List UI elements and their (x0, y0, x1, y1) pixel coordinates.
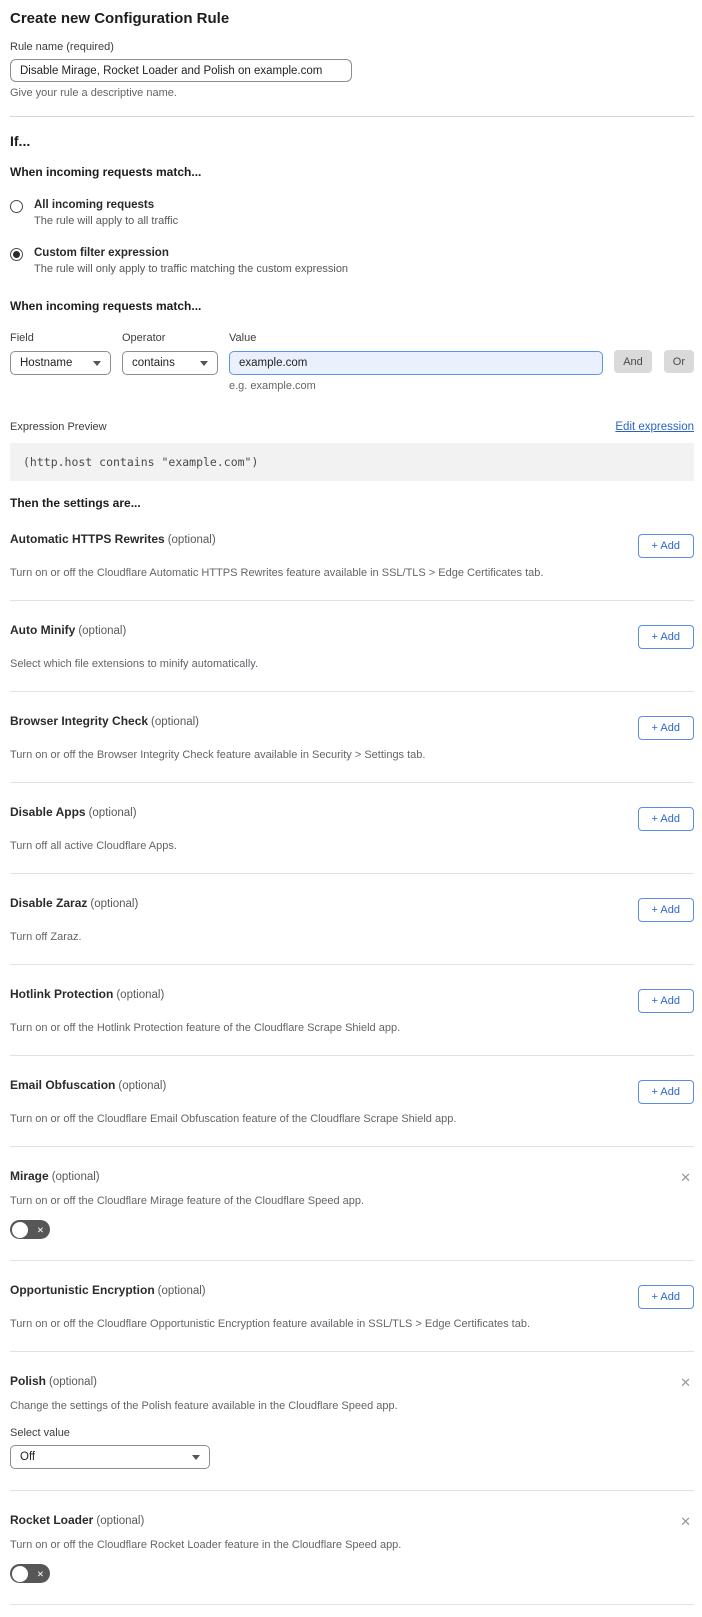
expression-preview-label: Expression Preview (10, 421, 107, 433)
chevron-down-icon (93, 361, 101, 366)
radio-option-custom-filter-expression[interactable] (10, 247, 694, 275)
setting-description: Turn on or off the Cloudflare Opportunistic Encryption feature available in SSL/TLS > Edge Certificates tab. (10, 1318, 531, 1330)
setting-row-auto-minify (10, 601, 694, 692)
value-input[interactable] (229, 351, 603, 375)
value-hint: e.g. example.com (229, 380, 316, 392)
close-icon[interactable]: ✕ (680, 1375, 691, 1390)
setting-description: Turn on or off the Cloudflare Automatic HTTPS Rewrites feature available in SSL/TLS > Edge Certificates tab. (10, 567, 544, 579)
optional-label: (optional) (78, 625, 127, 637)
rocket-loader-toggle-off[interactable] (10, 1564, 50, 1583)
add-button[interactable]: + Add (638, 534, 694, 558)
add-button[interactable]: + Add (638, 989, 694, 1013)
setting-row-email-obfuscation (10, 1056, 694, 1147)
setting-row-polish (10, 1352, 694, 1491)
or-button[interactable]: Or (664, 350, 694, 373)
optional-label: (optional) (157, 1285, 206, 1297)
expression-preview-code: (http.host contains "example.com") (10, 443, 694, 481)
section-divider (10, 116, 694, 117)
radio-label: Custom filter expression (34, 247, 169, 259)
add-button[interactable]: + Add (638, 807, 694, 831)
radio-description: The rule will apply to all traffic (34, 215, 179, 227)
radio-unselected-icon[interactable] (10, 200, 23, 213)
optional-label: (optional) (96, 1515, 145, 1527)
radio-selected-icon[interactable] (10, 248, 23, 261)
chevron-down-icon (192, 1455, 200, 1460)
page-title: Create new Configuration Rule (10, 10, 230, 27)
setting-title: Auto Minify (10, 623, 76, 637)
toggle-x-icon: ✕ (36, 1224, 44, 1235)
optional-label: (optional) (51, 1171, 100, 1183)
add-button[interactable]: + Add (638, 898, 694, 922)
radio-option-all-incoming-requests[interactable] (10, 199, 694, 227)
expression-builder-row (10, 332, 694, 392)
polish-value-select[interactable] (10, 1445, 210, 1469)
setting-row-automatic-https-rewrites (10, 510, 694, 601)
setting-title: Automatic HTTPS Rewrites (10, 532, 165, 546)
setting-title: Hotlink Protection (10, 987, 114, 1001)
operator-label: Operator (122, 332, 166, 344)
setting-row-disable-zaraz (10, 874, 694, 965)
add-button[interactable]: + Add (638, 1285, 694, 1309)
setting-title: Opportunistic Encryption (10, 1283, 155, 1297)
setting-title: Mirage (10, 1169, 49, 1183)
incoming-requests-match-heading: When incoming requests match... (10, 165, 202, 179)
setting-title: Email Obfuscation (10, 1078, 116, 1092)
optional-label: (optional) (90, 898, 139, 910)
optional-label: (optional) (167, 534, 216, 546)
and-button[interactable]: And (614, 350, 652, 373)
optional-label: (optional) (151, 716, 199, 728)
setting-description: Turn on or off the Browser Integrity Check feature available in Security > Settings tab. (10, 749, 426, 761)
setting-description: Turn on or off the Hotlink Protection feature of the Cloudflare Scrape Shield app. (10, 1022, 401, 1034)
operator-select-value: contains (132, 357, 175, 369)
select-value-label: Select value (10, 1427, 70, 1439)
add-button[interactable]: + Add (638, 625, 694, 649)
setting-description: Turn on or off the Cloudflare Email Obfuscation feature of the Cloudflare Scrape Shield app. (10, 1113, 457, 1125)
add-button[interactable]: + Add (638, 716, 694, 740)
mirage-toggle-off[interactable] (10, 1220, 50, 1239)
field-select-value: Hostname (20, 357, 73, 369)
if-heading: If... (10, 133, 31, 149)
toggle-x-icon: ✕ (36, 1568, 44, 1579)
setting-row-disable-apps (10, 783, 694, 874)
operator-select[interactable] (122, 351, 218, 375)
setting-title: Disable Zaraz (10, 896, 88, 910)
expression-builder-heading: When incoming requests match... (10, 299, 202, 313)
toggle-knob (12, 1222, 28, 1238)
field-label: Field (10, 332, 34, 344)
setting-title: Disable Apps (10, 805, 86, 819)
setting-row-hotlink-protection (10, 965, 694, 1056)
setting-description: Change the settings of the Polish feature available in the Cloudflare Speed app. (10, 1400, 398, 1412)
settings-heading: Then the settings are... (10, 496, 141, 510)
setting-description: Turn off Zaraz. (10, 931, 82, 943)
radio-label: All incoming requests (34, 199, 155, 211)
chevron-down-icon (200, 361, 208, 366)
value-label: Value (229, 332, 257, 344)
close-icon[interactable]: ✕ (680, 1514, 691, 1529)
setting-title: Rocket Loader (10, 1513, 94, 1527)
rule-name-input[interactable] (10, 59, 352, 82)
optional-label: (optional) (116, 989, 165, 1001)
add-button[interactable]: + Add (638, 1080, 694, 1104)
setting-title: Polish (10, 1374, 47, 1388)
setting-description: Select which file extensions to minify automatically. (10, 658, 259, 670)
polish-select-value: Off (20, 1451, 36, 1463)
setting-row-opportunistic-encryption (10, 1261, 694, 1352)
setting-description: Turn on or off the Cloudflare Mirage feature of the Cloudflare Speed app. (10, 1195, 365, 1207)
setting-description: Turn on or off the Cloudflare Rocket Loader feature in the Cloudflare Speed app. (10, 1539, 402, 1551)
setting-title: Browser Integrity Check (10, 714, 149, 728)
close-icon[interactable]: ✕ (680, 1170, 691, 1185)
rule-name-help: Give your rule a descriptive name. (10, 87, 177, 99)
toggle-knob (12, 1566, 28, 1582)
rule-name-label: Rule name (required) (10, 41, 114, 53)
edit-expression-link[interactable]: Edit expression (615, 421, 694, 433)
optional-label: (optional) (49, 1376, 97, 1388)
setting-description: Turn off all active Cloudflare Apps. (10, 840, 177, 852)
setting-row-mirage (10, 1147, 694, 1261)
match-type-radio-group (10, 199, 694, 275)
radio-description: The rule will only apply to traffic matching the custom expression (34, 263, 349, 275)
setting-row-browser-integrity-check (10, 692, 694, 783)
optional-label: (optional) (118, 1080, 167, 1092)
field-select[interactable] (10, 351, 111, 375)
setting-row-rocket-loader (10, 1491, 694, 1605)
optional-label: (optional) (88, 807, 137, 819)
